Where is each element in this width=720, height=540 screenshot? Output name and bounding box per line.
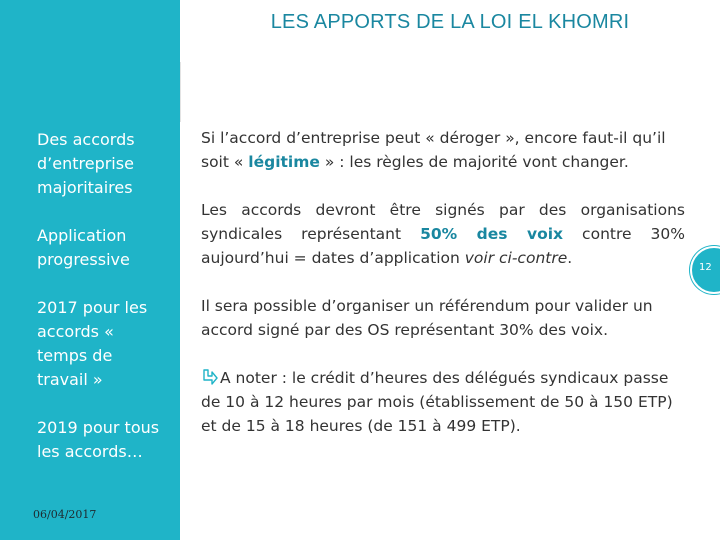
divider <box>180 62 181 122</box>
paragraph-referendum: Il sera possible d’organiser un référendum pour valider un accord signé par des OS représentant 30% des voix. <box>201 297 653 339</box>
page-number: 12 <box>699 262 712 273</box>
highlight-legitime: légitime <box>248 153 320 171</box>
note-text: A noter : le crédit d’heures des délégués syndicaux passe de 10 à 12 heures par mois (établissement de 50 à 150 ETP) et de 15 à 18 heures (de 151 à 499 ETP). <box>201 369 673 435</box>
highlight-50-percent: 50% des voix <box>420 225 564 243</box>
paragraph-majorite <box>201 198 685 270</box>
paragraph-text: » : les règles de majorité vont changer. <box>319 153 629 171</box>
page-title: LES APPORTS DE LA LOI EL KHOMRI <box>270 11 630 33</box>
footer-date: 06/04/2017 <box>33 508 97 521</box>
right-arrow-icon <box>201 368 219 386</box>
sidebar <box>0 0 180 540</box>
paragraph-text: Si l’accord d’entreprise peut « déroger », encore faut-il qu’il soit « <box>201 129 666 171</box>
sidebar-item-application: Application progressive <box>37 226 130 269</box>
paragraph-text: contre 30% aujourd’hui = dates d’application <box>201 225 685 267</box>
paragraph-text: . <box>567 249 573 267</box>
sidebar-item-2017: 2017 pour les accords « temps de travail » <box>37 298 148 389</box>
sidebar-item-2019: 2019 pour tous les accords… <box>37 418 160 461</box>
paragraph-text: Les accords devront être signés par des organisations syndicales représentant <box>201 201 685 243</box>
italic-voir: voir ci-contre <box>464 249 568 267</box>
sidebar-item-accords: Des accords d’entreprise majoritaires <box>37 130 135 197</box>
paragraph-note <box>201 366 685 438</box>
paragraph-derogation <box>201 126 685 174</box>
